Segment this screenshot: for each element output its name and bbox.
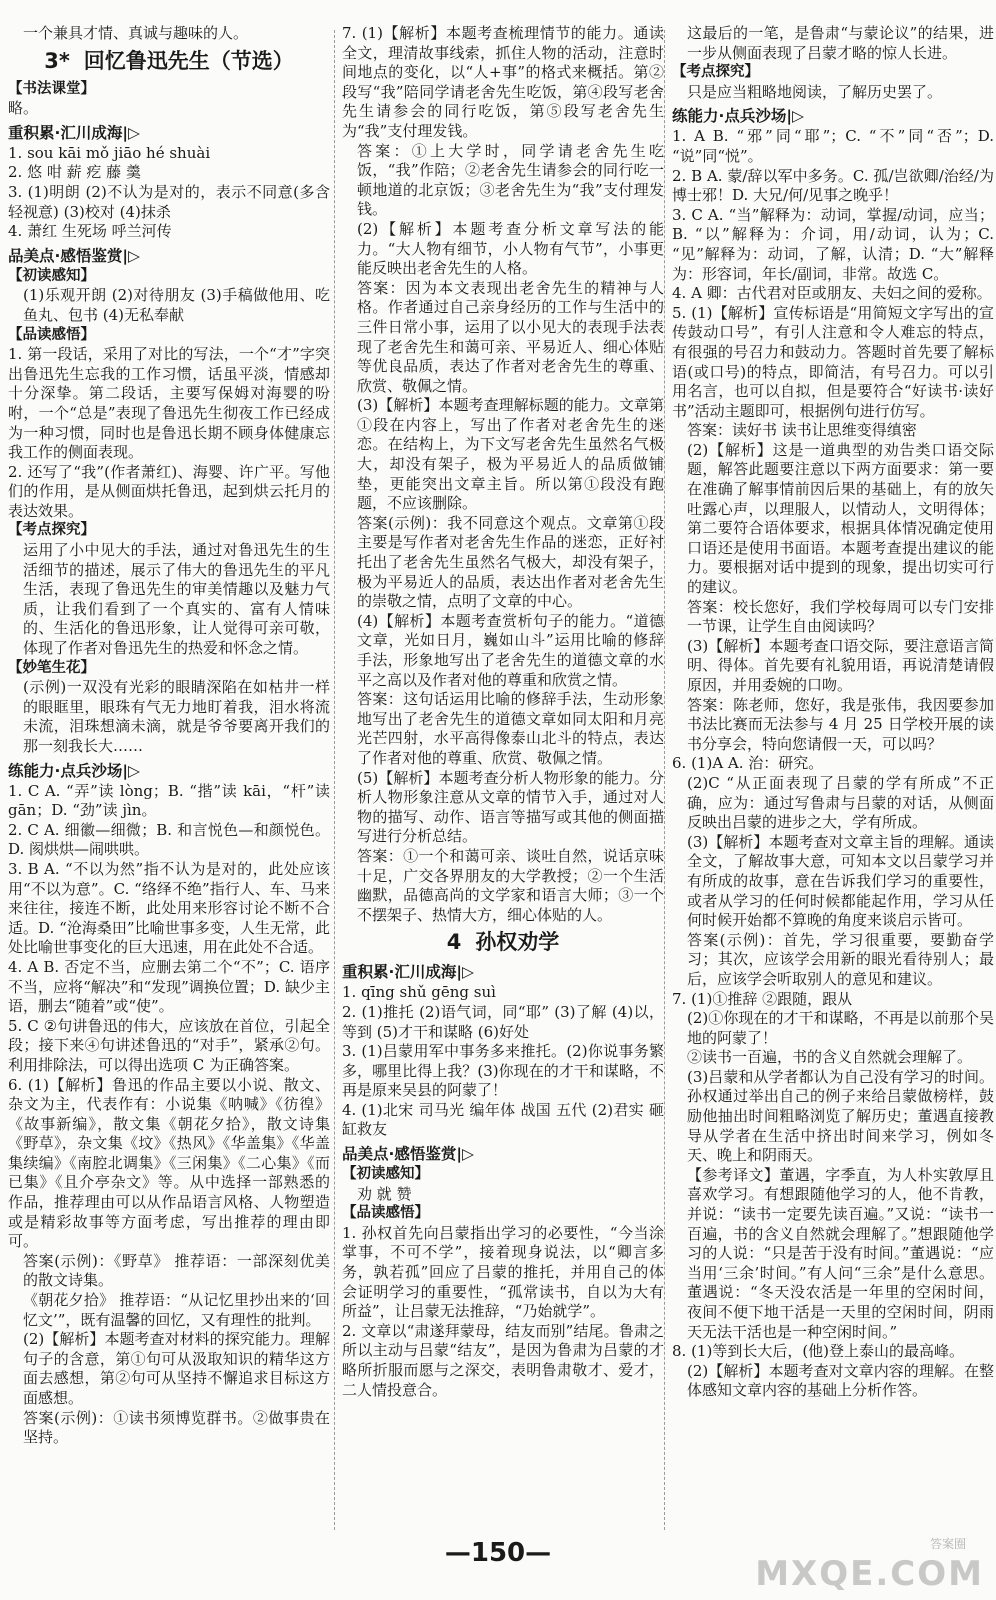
answer-paragraph: (4)【解析】本题考查赏析句子的能力。“道德文章，光如日月，巍如山斗”运用比喻的修辞手法，形象地写出了老舍先生的道德文章的水平之高以及作者对他的尊重和欣赏之情。 (357, 611, 664, 689)
answer-paragraph: 劝 就 赞 (357, 1184, 412, 1203)
answer-paragraph: 2. 还写了“我”(作者萧红)、海婴、许广平。写他们的作用，是从侧面烘托鲁迅，起到烘云托月的表达效果。 (8, 462, 330, 520)
answer-paragraph: 1. C A. “弄”读 lòng；B. “揩”读 kāi，“杆”读 gān；D. “劲”读 jìn。 (8, 781, 330, 820)
answer-paragraph: 3. B A. “不以为然”指不认为是对的，此处应该用“不以为意”。C. “络绎不绝”指行人、车、马来来往往，接连不断，此处用来形容讨论不断不合适。D. “沧海桑田”比喻世事多变，人生无常，此处比喻世事变化的巨大迅速，用在此处不合适。 (8, 859, 330, 957)
answer-paragraph: 答案：陈老师，您好，我是张伟，我因要参加书法比赛而无法参与 4 月 25 日学校开展的读书分享会，特向您请假一天，可以吗？ (687, 695, 994, 753)
answer-paragraph: 答案：因为本文表现出老舍先生的精神与人格。作者通过自己亲身经历的工作与生活中的三件日常小事，运用了以小见大的表现手法表现了老舍先生和蔼可亲、平易近人、细心体贴等优良品质，表达了作者对老舍先生的尊重、欣赏、敬佩之情。 (357, 278, 664, 395)
answer-paragraph: 1. A B. “邪”同“耶”；C. “不”同“否”；D. “说”同“悦”。 (672, 127, 994, 165)
lesson-number: 3* (44, 48, 70, 73)
answer-paragraph: (3)【解析】本题考查对文章主旨的理解。通读全文，了解故事大意，可知本文以吕蒙学习并有所成的故事，意在告诉我们学习的重要性，或者从学习的任何时候都能起作用，学习从任何时候开始都不算晚的角度来谈启示皆可。 (687, 832, 994, 930)
answer-paragraph: (2)【解析】这是一道典型的劝告类口语交际题，解答此题要注意以下两方面要求：第一要在准确了解事情前因后果的基础上，有的放矢吐露心声，以理服人，以情动人，文明得体；第二要符合语体要求，根据具体情况确定使用口语还是使用书面语。本题考查提出建议的能力。要根据对话中提到的现象，提出切实可行的建议。 (687, 440, 994, 597)
answer-paragraph: (3)吕蒙和从学者都认为自己没有学习的时间。孙权通过举出自己的例子来给吕蒙做榜样，鼓励他抽出时间粗略浏览了解历史；董遇直接教导从学者在生活中挤出时间来学习，例如冬天、晚上和阴雨天。 (687, 1067, 994, 1165)
answer-paragraph: 答案(示例)：我不同意这个观点。文章第①段主要是写作者对老舍先生作品的迷恋，正好衬托出了老舍先生虽然名气极大，却没有架子，极为平易近人的品质，表达出作者对老舍先生的崇敬之情，点明了文章的中心。 (357, 513, 664, 611)
section-heading: 重积累·汇川成海|▷ (8, 123, 140, 142)
answer-paragraph: 5. C ②句讲鲁迅的伟大，应该放在首位，引起全段；接下来④句讲述鲁迅的“对手”，紧承②句。利用排除法，可以得出选项 C 为正确答案。 (8, 1016, 330, 1074)
answer-paragraph: 4. (1)北宋 司马光 编年体 战国 五代 (2)君实 砸缸救友 (342, 1100, 664, 1139)
answer-paragraph: 4. A 卿：古代君对臣或朋友、夫妇之间的爱称。 (672, 284, 992, 303)
section-heading: 重积累·汇川成海|▷ (342, 963, 474, 982)
answer-paragraph: 【参考译文】董遇，字季直，为人朴实敦厚且喜欢学习。有想跟随他学习的人，他不肯教，并说：“读书一定要先读百遍。”又说：“读书一百遍，书的含义自然就会理解了。”想跟随他学习的人说：“只是苦于没有时间。”董遇说：“应当用‘三余’时间。”有人问“三余”是什么意思。董遇说：“冬天没农活是一年里的空闲时间，夜间不便下地干活是一天里的空闲时间，阴雨天无法干活也是一种空闲时间。” (687, 1165, 994, 1341)
answer-paragraph: (2)【解析】本题考查对材料的探究能力。理解句子的含意，第①句可从汲取知识的精华这方面去感想，第②句可从坚持不懈追求目标这方面感想。 (23, 1330, 330, 1407)
answer-paragraph: 4. 萧红 生死场 呼兰河传 (8, 222, 172, 241)
column-divider (334, 30, 336, 1530)
subsection-tag: 【妙笔生花】 (8, 659, 95, 676)
answer-paragraph: 3. (1)吕蒙用军中事务多来推托。(2)你说事务繁多，哪里比得上我？(3)你现在的才干和谋略，不再是原来吴县的阿蒙了！ (342, 1042, 664, 1100)
lesson-number: 4 (446, 930, 462, 955)
section-heading: 练能力·点兵沙场|▷ (672, 107, 804, 126)
answer-paragraph: 答案：①一个和蔼可亲、谈吐自然，说话京味十足，广交各界朋友的大学教授；②一个生活幽默，品德高尚的文学家和语言大师；③一个不摆架子、热情大方，细心体贴的人。 (357, 846, 664, 924)
answer-paragraph: 3. (1)明朗 (2)不认为是对的，表示不同意(多含轻视意) (3)校对 (4)抹杀 (8, 182, 330, 221)
answer-paragraph: 只是应当粗略地阅读，了解历史罢了。 (687, 82, 943, 101)
lesson-title (8, 46, 330, 76)
answer-paragraph: 2. 文章以“肃遂拜蒙母，结友而别”结尾。鲁肃之所以主动与吕蒙“结友”，是因为鲁肃为吕蒙的才略所折服而愿与之深交，表明鲁肃敬才、爱才，二人情投意合。 (342, 1321, 664, 1399)
answer-paragraph: 一个兼具才情、真诚与趣味的人。 (23, 24, 249, 42)
watermark-sub: 答案圈 (929, 1537, 966, 1551)
answer-paragraph: 8. (1)等到长大后，(他)登上泰山的最高峰。 (672, 1342, 965, 1361)
column-left (8, 24, 330, 1448)
answer-paragraph: 《朝花夕拾》 推荐语：“从记忆里抄出来的‘回忆文’”，既有温馨的回忆，又有理性的批判。 (23, 1291, 330, 1329)
answer-paragraph: 答案(示例)：首先，学习很重要，要勤奋学习；其次，应该学会用新的眼光看待别人；最后，应该学会听取别人的意见和建议。 (687, 930, 994, 988)
answer-paragraph: 1. sou kāi mǒ jiāo hé shuài (8, 143, 211, 162)
answer-paragraph: (3)【解析】本题考查口语交际，要注意语言简明、得体。首先要有礼貌用语，再说清楚请假原因，并用委婉的口吻。 (687, 636, 994, 694)
answer-paragraph: 运用了小中见大的手法，通过对鲁迅先生的生活细节的描述，展示了伟大的鲁迅先生的平凡生活，表现了鲁迅先生的审美情趣以及魅力气质，让我们看到了一个真实的、富有人情味的、生活化的鲁迅形象，让人觉得可亲可敬，体现了作者对鲁迅先生的热爱和怀念之情。 (23, 541, 330, 658)
answer-paragraph: 2. B A. 蒙/辞以军中多务。C. 孤/岂欲卿/治经/为博士邪！D. 大兄/何/见事之晚乎！ (672, 166, 994, 205)
subsection-tag: 【初读感知】 (342, 1166, 429, 1183)
answer-paragraph: 6. (1)【解析】鲁迅的作品主要以小说、散文、杂文为主，代表作有：小说集《呐喊》《彷徨》《故事新编》，散文集《朝花夕拾》，散文诗集《野草》，杂文集《坟》《热风》《华盖集》《华盖集续编》《南腔北调集》《三闲集》《二心集》《而已集》《且介亭杂文》等。从中选择一部熟悉的作品，推荐理由可以从作品语言风格、人物塑造或是精彩故事等方面考虑，写出推荐的理由即可。 (8, 1075, 330, 1251)
answer-paragraph: (2)C “从正面表现了吕蒙的学有所成”不正确，应为：通过写鲁肃与吕蒙的对话，从侧面反映出吕蒙的进步之大，学有所成。 (687, 773, 994, 832)
subsection-tag: 【考点探究】 (672, 64, 759, 81)
answer-paragraph: (2)【解析】本题考查对文章内容的理解。在整体感知文章内容的基础上分析作答。 (687, 1361, 994, 1400)
answer-paragraph: 1. qīng shǔ gēng suì (342, 983, 496, 1002)
section-heading: 品美点·感悟鉴赏|▷ (342, 1145, 474, 1164)
lesson-name: 回忆鲁迅先生（节选） (83, 48, 294, 73)
answer-paragraph: 答案(示例)：《野草》 推荐语：一部深刻优美的散文诗集。 (23, 1251, 330, 1290)
answer-paragraph: 1. 第一段话，采用了对比的写法，一个“才”字突出鲁迅先生忘我的工作习惯，话虽平淡，情感却十分深挚。第二段话，主要写保姆对海婴的吩咐，一个“总是”表现了鲁迅先生彻夜工作已经成为一种习惯，同时也是鲁迅长期不顾身体健康忘我工作的侧面表现。 (8, 345, 330, 462)
answer-paragraph: 7. (1)【解析】本题考查梳理情节的能力。通读全文，理清故事线索，抓住人物的活动，注意时间地点的变化，以“人+事”的格式来概括。第②段写“我”陪同学请老舍先生吃饭，第④段写老舍先生请参会的同行吃饭，第⑤段写老舍先生为“我”支付理发钱。 (342, 24, 664, 140)
answer-paragraph: 略。 (8, 99, 39, 118)
answer-paragraph: 答案：①上大学时，同学请老舍先生吃饭，“我”作陪；②老舍先生请参会的同行吃一顿地道的北京饭；③老舍先生为“我”支付理发钱。 (357, 141, 664, 219)
section-heading: 练能力·点兵沙场|▷ (8, 761, 140, 780)
answer-paragraph: 1. 孙权首先向吕蒙指出学习的必要性，“今当涂掌事，不可不学”，接着现身说法，以“卿言多务，孰若孤”回应了吕蒙的推托，并用自己的体会证明学习的重要性，“孤常读书，自以为大有所益”，让吕蒙无法推辞，“乃始就学”。 (342, 1223, 664, 1321)
answer-paragraph: (1)乐观开朗 (2)对待朋友 (3)手稿做他用、吃鱼丸、包书 (4)无私奉献 (23, 286, 330, 324)
column-middle (342, 24, 664, 1400)
subsection-tag: 【品读感悟】 (8, 326, 95, 343)
answer-paragraph: 3. C A. “当”解释为：动词，掌握/动词，应当；B. “以”解释为：介词，用/动词，认为；C. “见”解释为：动词，了解，认清；D. “大”解释为：形容词，年长/副词，非常。故选 C。 (672, 205, 994, 283)
answer-paragraph: 6. (1)A A. 治：研究。 (672, 754, 824, 773)
answer-paragraph: (示例)一双没有光彩的眼睛深陷在如枯井一样的眼眶里，眼珠有气无力地盯着我，泪水将流未流，泪珠想滴未滴，就是爷爷要离开我们的那一刻我长大…… (23, 678, 330, 755)
column-right (672, 24, 994, 1401)
subsection-tag: 【考点探究】 (8, 522, 95, 539)
answer-paragraph: 这最后的一笔，是鲁肃“与蒙论议”的结果，进一步从侧面表现了吕蒙才略的惊人长进。 (687, 24, 994, 62)
section-heading: 品美点·感悟鉴赏|▷ (8, 246, 140, 265)
answer-paragraph: (2)【解析】本题考查分析文章写法的能力。“大人物有细节，小人物有气节”，小事更能反映出老舍先生的人格。 (357, 219, 664, 278)
answer-paragraph: 2. 悠 咁 薪 疙 藤 羹 (8, 163, 141, 182)
subsection-tag: 【初读感知】 (8, 267, 95, 284)
subsection-tag: 【品读感悟】 (342, 1205, 429, 1222)
watermark-logo: MXQE.COM (755, 1554, 984, 1594)
page-number: —150— (444, 1538, 552, 1568)
answer-paragraph: ②读书一百遍，书的含义自然就会理解了。 (687, 1048, 973, 1067)
answer-paragraph: 2. C A. 细徽—细微；B. 和言悦色—和颜悦色。D. 阂烘烘—闹哄哄。 (8, 820, 330, 859)
answer-paragraph: (2)①你现在的才干和谋略，不再是以前那个吴地的阿蒙了！ (687, 1009, 994, 1047)
answer-paragraph: (3)【解析】本题考查理解标题的能力。文章第①段在内容上，写出了作者对老舍先生的迷恋。在结构上，为下文写老舍先生虽然名气极大，却没有架子，极为平易近人的品质做铺垫，更能突出文章主旨。所以第①段没有跑题，不应该删除。 (357, 396, 664, 513)
answer-paragraph: 7. (1)①推辞 ②跟随，跟从 (672, 989, 853, 1008)
answer-paragraph: (5)【解析】本题考查分析人物形象的能力。分析人物形象注意从文章的情节入手，通过对人物的描写、动作、语言等描写或其他的侧面描写进行分析总结。 (357, 768, 664, 846)
subsection-tag: 【书法课堂】 (8, 80, 95, 97)
answer-paragraph: 4. A B. 否定不当，应删去第二个“不”；C. 语序不当，应将“解决”和“发现”调换位置；D. 缺少主语，删去“随着”或“使”。 (8, 957, 330, 1016)
column-divider (664, 30, 666, 1530)
answer-paragraph: 答案：这句话运用比喻的修辞手法，生动形象地写出了老舍先生的道德文章如同太阳和月亮光芒四射，水平高得像泰山北斗的特点，表达了作者对他的尊重、欣赏、敬佩之情。 (357, 690, 664, 767)
lesson-title (342, 927, 664, 957)
answer-paragraph: 答案(示例)：①读书须博览群书。②做事贵在坚持。 (23, 1408, 330, 1447)
answer-paragraph: 答案：读好书 读书让思维变得缜密 (687, 421, 917, 440)
answer-paragraph: 答案：校长您好，我们学校每周可以专门安排一节课，让学生自由阅读吗？ (687, 597, 994, 636)
lesson-name: 孙权劝学 (475, 930, 560, 955)
answer-paragraph: 2. (1)推托 (2)语气词，同“耶” (3)了解 (4)以，等到 (5)才干和谋略 (6)好处 (342, 1002, 664, 1041)
answer-paragraph: 5. (1)【解析】宣传标语是“用简短文字写出的宣传鼓动口号”，有引人注意和令人难忘的特点，有很强的号召力和鼓动力。答题时首先要了解标语(或口号)的特点，即简洁，有号召力。可以引用名言，也可以自拟，但是要符合“好读书·读好书”活动主题即可，根据例句进行仿写。 (672, 303, 994, 420)
